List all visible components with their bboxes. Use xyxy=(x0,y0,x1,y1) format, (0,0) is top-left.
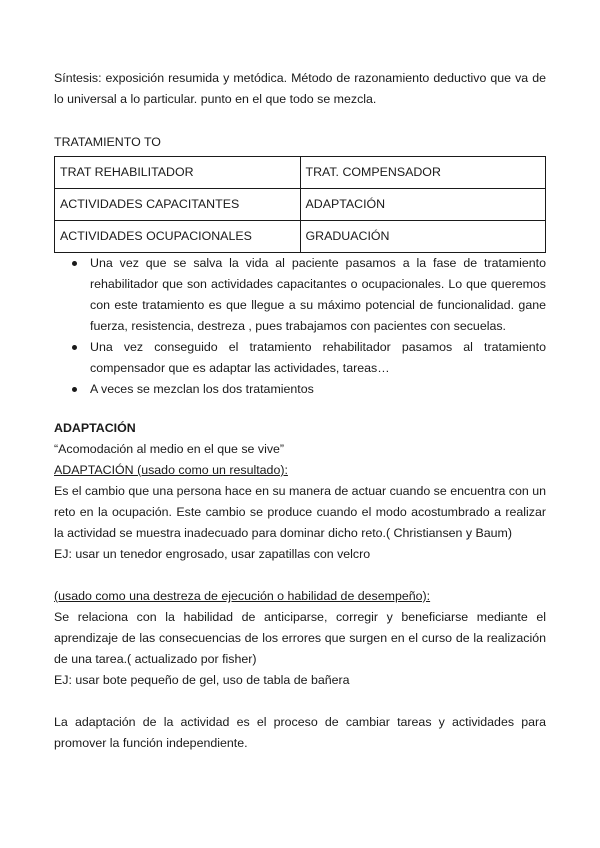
bullet-icon xyxy=(72,387,77,392)
table-row xyxy=(55,221,546,253)
table-cell: TRAT REHABILITADOR xyxy=(55,157,301,189)
table-cell: TRAT. COMPENSADOR xyxy=(300,157,546,189)
closing-paragraph: La adaptación de la actividad es el proceso de cambiar tareas y actividades para promover la función independiente. xyxy=(54,715,546,750)
spacer xyxy=(54,691,546,712)
list-item-text: A veces se mezclan los dos tratamientos xyxy=(90,382,314,396)
section-title-adaptacion: ADAPTACIÓN xyxy=(54,421,136,435)
synthesis-paragraph: Síntesis: exposición resumida y metódica. Método de razonamiento deductivo que va de lo universal a lo particular. punto en el que todo se mezcla. xyxy=(54,71,546,106)
skill-subheading: (usado como una destreza de ejecución o habilidad de desempeño): xyxy=(54,589,431,603)
spacer xyxy=(54,110,546,131)
result-example: EJ: usar un tenedor engrosado, usar zapatillas con velcro xyxy=(54,547,371,561)
skill-paragraph: Se relaciona con la habilidad de anticiparse, corregir y beneficiarse mediante el aprendizaje de las consecuencias de los errores que surgen en el curso de la realización de una tarea.( actualizado por fisher) xyxy=(54,610,546,666)
result-subheading: ADAPTACIÓN (usado como un resultado): xyxy=(54,463,288,477)
spacer xyxy=(54,565,546,586)
table-cell: GRADUACIÓN xyxy=(300,221,546,253)
treatment-heading: TRATAMIENTO TO xyxy=(54,135,161,149)
table-cell: ADAPTACIÓN xyxy=(300,189,546,221)
table-row xyxy=(55,189,546,221)
treatment-table xyxy=(54,156,546,253)
list-item xyxy=(54,253,546,337)
bullet-icon xyxy=(72,261,77,266)
table-row xyxy=(55,157,546,189)
bullet-icon xyxy=(72,345,77,350)
adaptacion-quote: “Acomodación al medio en el que se vive” xyxy=(54,442,285,456)
treatment-bullet-list xyxy=(54,253,546,400)
spacer xyxy=(54,400,546,418)
table-cell: ACTIVIDADES OCUPACIONALES xyxy=(55,221,301,253)
table-cell: ACTIVIDADES CAPACITANTES xyxy=(55,189,301,221)
skill-example: EJ: usar bote pequeño de gel, uso de tabla de bañera xyxy=(54,673,350,687)
list-item-text: Una vez que se salva la vida al paciente pasamos a la fase de tratamiento rehabilitador que son actividades capacitantes o ocupacionales. Lo que queremos con este tratamiento es que llegue a su máximo potencial de funcionalidad. gane fuerza, resistencia, destreza , pues trabajamos con pacientes con secuelas. xyxy=(90,256,546,333)
list-item xyxy=(54,337,546,379)
list-item xyxy=(54,379,546,400)
document-page xyxy=(54,68,546,754)
result-paragraph: Es el cambio que una persona hace en su manera de actuar cuando se encuentra con un reto en la ocupación. Este cambio se produce cuando el modo acostumbrado a realizar la actividad se muestra inadecuado para dominar dicho reto.( Christiansen y Baum) xyxy=(54,484,546,540)
list-item-text: Una vez conseguido el tratamiento rehabilitador pasamos al tratamiento compensador que es adaptar las actividades, tareas… xyxy=(90,340,546,375)
